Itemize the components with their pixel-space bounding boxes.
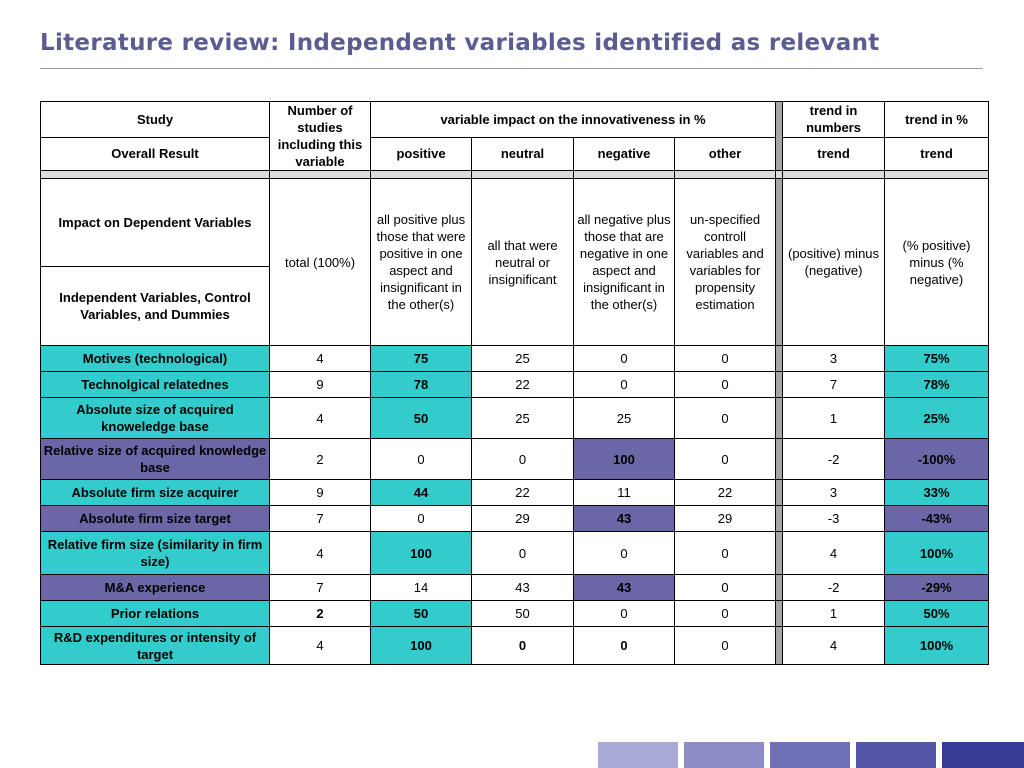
row-positive: 50 (371, 601, 472, 627)
row-label: Technolgical relatednes (41, 372, 270, 398)
column-separator (776, 627, 783, 665)
row-trend: -2 (783, 439, 885, 480)
header-overall-result: Overall Result (41, 137, 270, 171)
impact-on-dependent-label: Impact on Dependent Variables (41, 179, 270, 267)
definition-neutral: all that were neutral or insignificant (472, 179, 574, 346)
row-label: Relative firm size (similarity in firm size) (41, 532, 270, 575)
row-count: 2 (270, 601, 371, 627)
strip-block-2 (684, 742, 764, 768)
row-trend-percent: -100% (885, 439, 989, 480)
row-neutral: 22 (472, 372, 574, 398)
literature-review-table (40, 101, 989, 665)
row-other: 0 (675, 601, 776, 627)
row-neutral: 0 (472, 532, 574, 575)
row-trend: 1 (783, 601, 885, 627)
column-separator (776, 532, 783, 575)
definition-negative: all negative plus those that are negative in one aspect and insignificant in the other(s) (574, 179, 675, 346)
row-other: 22 (675, 480, 776, 506)
row-negative: 11 (574, 480, 675, 506)
independent-variables-label: Independent Variables, Control Variables, and Dummies (41, 267, 270, 346)
row-neutral: 25 (472, 346, 574, 372)
row-trend-percent: 50% (885, 601, 989, 627)
column-separator (776, 601, 783, 627)
row-trend-percent: 78% (885, 372, 989, 398)
page-title: Literature review: Independent variables identified as relevant (40, 30, 880, 56)
header-number-of-studies: Number of studies including this variable (270, 102, 371, 171)
row-positive: 0 (371, 439, 472, 480)
strip-block-4 (856, 742, 936, 768)
definition-total: total (100%) (270, 179, 371, 346)
row-other: 0 (675, 575, 776, 601)
row-trend-percent: 100% (885, 532, 989, 575)
row-other: 0 (675, 398, 776, 439)
row-negative: 100 (574, 439, 675, 480)
band-row (41, 171, 989, 179)
row-other: 0 (675, 439, 776, 480)
table-row (41, 601, 989, 627)
row-negative: 25 (574, 398, 675, 439)
header-neutral: neutral (472, 137, 574, 171)
row-trend: 3 (783, 346, 885, 372)
strip-block-1 (598, 742, 678, 768)
row-count: 9 (270, 372, 371, 398)
row-count: 4 (270, 627, 371, 665)
table-row (41, 372, 989, 398)
column-separator (776, 346, 783, 372)
row-trend-percent: 100% (885, 627, 989, 665)
column-separator (776, 575, 783, 601)
row-trend-percent: -43% (885, 506, 989, 532)
row-negative: 0 (574, 372, 675, 398)
row-label: Absolute firm size acquirer (41, 480, 270, 506)
row-negative: 0 (574, 346, 675, 372)
row-negative: 0 (574, 532, 675, 575)
row-other: 0 (675, 372, 776, 398)
header-study: Study (41, 102, 270, 138)
row-neutral: 0 (472, 439, 574, 480)
column-separator (776, 372, 783, 398)
header-trend-b: trend (885, 137, 989, 171)
row-count: 2 (270, 439, 371, 480)
row-label: Relative size of acquired knowledge base (41, 439, 270, 480)
row-negative: 43 (574, 506, 675, 532)
row-count: 4 (270, 532, 371, 575)
table-row (41, 398, 989, 439)
column-separator (776, 506, 783, 532)
table-row (41, 346, 989, 372)
header-negative: negative (574, 137, 675, 171)
row-trend: -3 (783, 506, 885, 532)
row-other: 0 (675, 532, 776, 575)
row-positive: 0 (371, 506, 472, 532)
row-trend: -2 (783, 575, 885, 601)
header-trend-numbers: trend in numbers (783, 102, 885, 138)
row-label: M&A experience (41, 575, 270, 601)
row-label: Absolute size of acquired knoweledge base (41, 398, 270, 439)
definition-positive: all positive plus those that were positive in one aspect and insignificant in the other(s) (371, 179, 472, 346)
column-separator (776, 398, 783, 439)
row-trend-percent: 75% (885, 346, 989, 372)
row-count: 7 (270, 575, 371, 601)
row-positive: 44 (371, 480, 472, 506)
row-neutral: 43 (472, 575, 574, 601)
column-separator (776, 480, 783, 506)
header-other: other (675, 137, 776, 171)
row-count: 9 (270, 480, 371, 506)
row-count: 4 (270, 398, 371, 439)
strip-block-3 (770, 742, 850, 768)
row-trend-percent: 33% (885, 480, 989, 506)
column-separator (776, 179, 783, 346)
column-separator (776, 439, 783, 480)
row-neutral: 22 (472, 480, 574, 506)
table-row (41, 506, 989, 532)
row-positive: 75 (371, 346, 472, 372)
row-label: Absolute firm size target (41, 506, 270, 532)
header-impact-group: variable impact on the innovativeness in % (371, 102, 776, 138)
header-trend-a: trend (783, 137, 885, 171)
column-separator (776, 102, 783, 171)
definition-other: un-specified controll variables and variables for propensity estimation (675, 179, 776, 346)
table-row (41, 439, 989, 480)
row-neutral: 29 (472, 506, 574, 532)
header-trend-percent: trend in % (885, 102, 989, 138)
table-row (41, 575, 989, 601)
row-positive: 78 (371, 372, 472, 398)
row-positive: 14 (371, 575, 472, 601)
row-count: 7 (270, 506, 371, 532)
definition-trend-numbers: (positive) minus (negative) (783, 179, 885, 346)
row-label: R&D expenditures or intensity of target (41, 627, 270, 665)
row-negative: 0 (574, 601, 675, 627)
table-row (41, 532, 989, 575)
row-count: 4 (270, 346, 371, 372)
row-trend: 7 (783, 372, 885, 398)
title-divider (40, 68, 983, 69)
header-positive: positive (371, 137, 472, 171)
strip-block-5 (942, 742, 1024, 768)
row-label: Prior relations (41, 601, 270, 627)
row-neutral: 50 (472, 601, 574, 627)
row-neutral: 0 (472, 627, 574, 665)
row-negative: 43 (574, 575, 675, 601)
row-trend-percent: 25% (885, 398, 989, 439)
row-trend-percent: -29% (885, 575, 989, 601)
row-neutral: 25 (472, 398, 574, 439)
row-trend: 4 (783, 627, 885, 665)
row-positive: 100 (371, 532, 472, 575)
row-trend: 1 (783, 398, 885, 439)
definition-trend-percent: (% positive) minus (% negative) (885, 179, 989, 346)
table-row (41, 480, 989, 506)
row-positive: 100 (371, 627, 472, 665)
row-other: 0 (675, 346, 776, 372)
table-row (41, 627, 989, 665)
row-negative: 0 (574, 627, 675, 665)
row-other: 0 (675, 627, 776, 665)
row-trend: 4 (783, 532, 885, 575)
row-label: Motives (technological) (41, 346, 270, 372)
row-trend: 3 (783, 480, 885, 506)
row-other: 29 (675, 506, 776, 532)
row-positive: 50 (371, 398, 472, 439)
